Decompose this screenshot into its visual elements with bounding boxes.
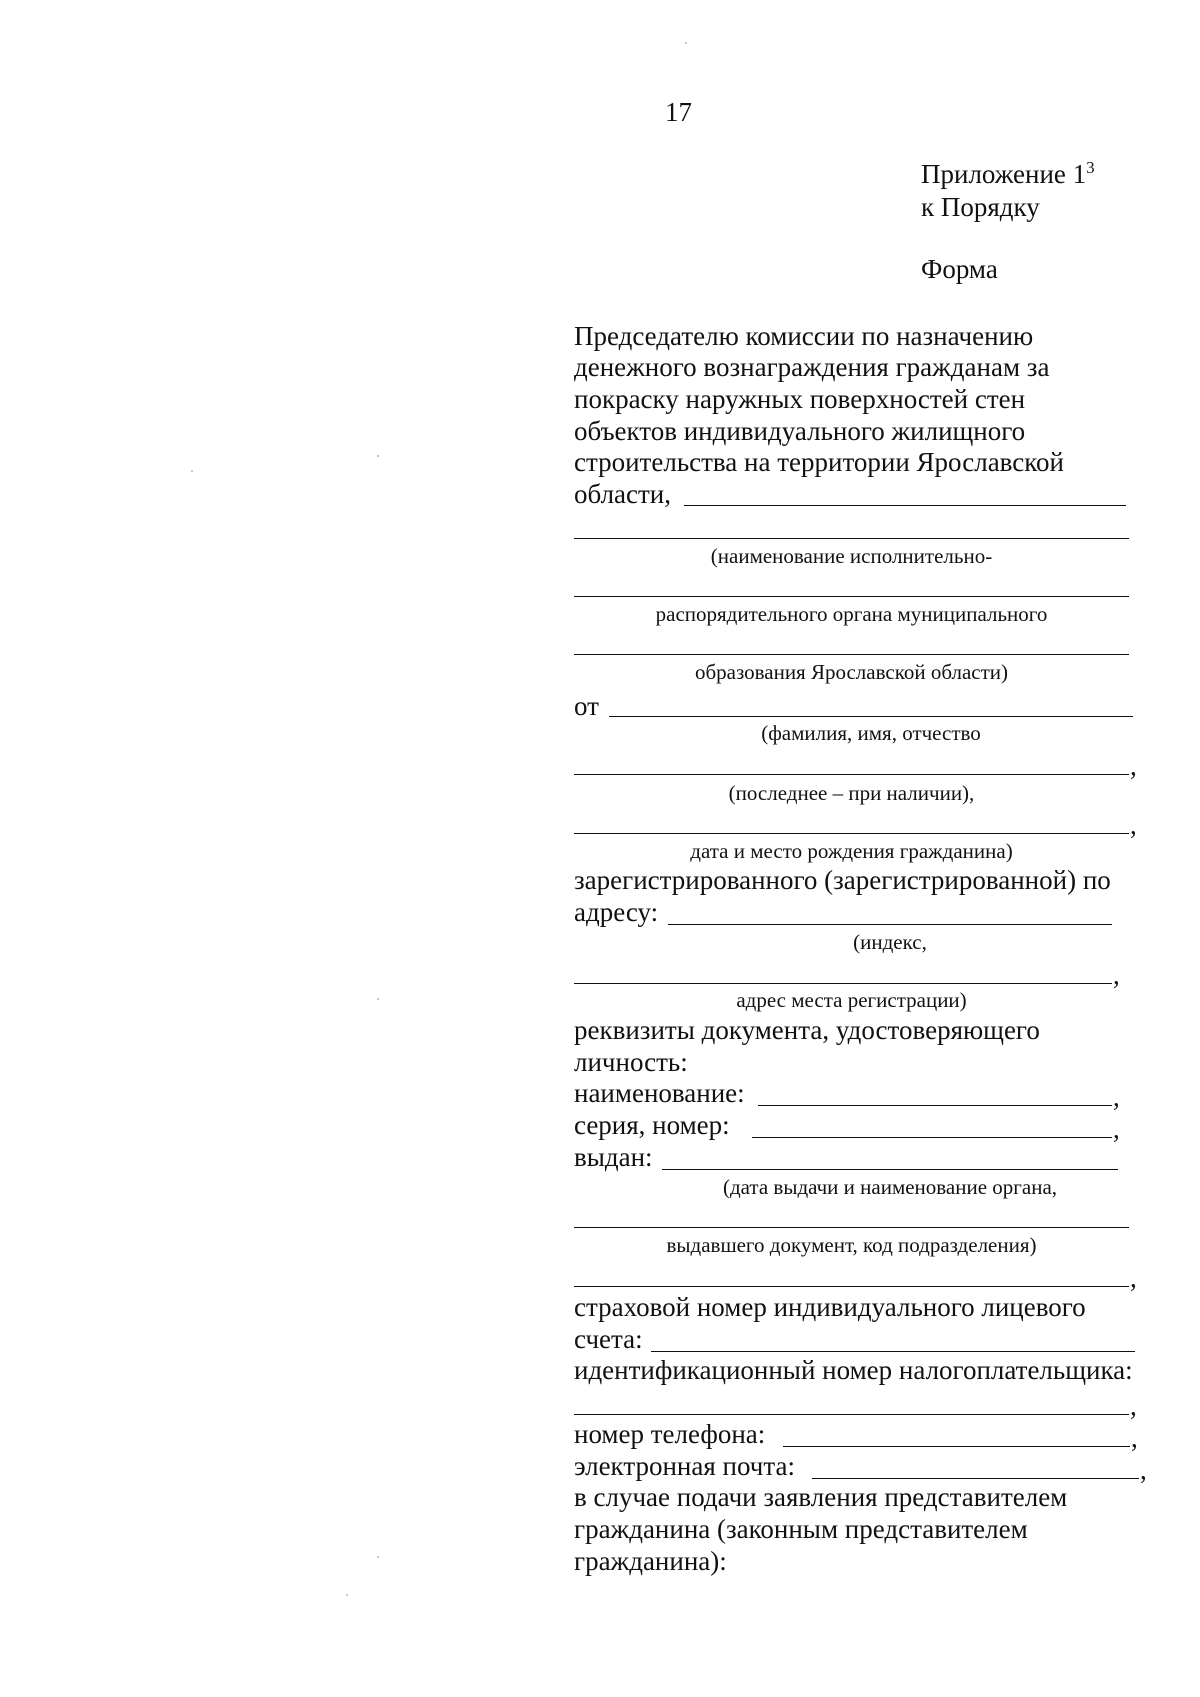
doc-name-field[interactable] (758, 1105, 1112, 1106)
series-label: серия, номер: (574, 1110, 730, 1140)
representative-line-1: в случае подачи заявления представителем (574, 1482, 1068, 1512)
comma: , (1130, 751, 1137, 781)
inn-label: идентификационный номер налогоплательщика: (574, 1355, 1133, 1385)
index-field[interactable] (668, 924, 1112, 925)
id-doc-label-1: реквизиты документа, удостоверяющего (574, 1015, 1040, 1045)
address-field[interactable] (574, 983, 1112, 984)
org-name-field-1[interactable] (684, 505, 1126, 506)
addressee-line-5: строительства на территории Ярославской (574, 447, 1064, 477)
issued-caption-1: (дата выдачи и наименование органа, (722, 1175, 1058, 1199)
issued-caption-2: выдавшего документ, код подразделения) (666, 1233, 1037, 1257)
index-caption: (индекс, (853, 930, 927, 954)
series-field[interactable] (752, 1137, 1112, 1138)
email-label: электронная почта: (574, 1451, 795, 1481)
org-caption-2: распорядительного органа муниципального (655, 602, 1048, 626)
addressee-line-6: области, (574, 479, 672, 509)
phone-field[interactable] (783, 1446, 1130, 1447)
fio-field-1[interactable] (609, 716, 1133, 717)
scan-speck (346, 1594, 348, 1596)
issued-field-2[interactable] (574, 1227, 1129, 1228)
issued-field-1[interactable] (662, 1169, 1118, 1170)
comma: , (1130, 810, 1137, 840)
email-field[interactable] (812, 1478, 1139, 1479)
snils-field[interactable] (651, 1351, 1135, 1352)
org-caption-3: образования Ярославской области) (694, 660, 1009, 684)
appendix-line1: Приложение 1 (921, 159, 1087, 189)
addressee-line-4: объектов индивидуального жилищного (574, 416, 1026, 446)
issued-field-3[interactable] (574, 1286, 1129, 1287)
page-number: 17 (665, 97, 692, 127)
representative-line-3: гражданина): (574, 1546, 727, 1576)
snils-label-2: счета: (574, 1324, 643, 1354)
fio-caption-2: (последнее – при наличии), (728, 781, 975, 805)
scan-speck (377, 1556, 379, 1558)
addressee-line-1: Председателю комиссии по назначению (574, 321, 1034, 351)
address-label: адресу: (574, 897, 659, 927)
scan-speck (685, 42, 687, 44)
addressee-line-3: покраску наружных поверхностей стен (574, 384, 1026, 414)
org-name-field-3[interactable] (574, 596, 1129, 597)
comma: , (1130, 1263, 1137, 1293)
comma: , (1113, 1082, 1120, 1112)
scan-speck (377, 998, 379, 1000)
fio-caption-1: (фамилия, имя, отчество (761, 721, 981, 745)
comma: , (1130, 1391, 1137, 1421)
registered-label: зарегистрированного (зарегистрированной) по (574, 865, 1111, 895)
appendix-title (921, 158, 1095, 190)
birth-field[interactable] (574, 833, 1129, 834)
org-name-field-4[interactable] (574, 654, 1129, 655)
inn-field[interactable] (574, 1414, 1129, 1415)
appendix-subtitle: к Порядку (921, 192, 1040, 222)
scan-speck (191, 470, 193, 472)
org-name-field-2[interactable] (574, 538, 1129, 539)
id-doc-label-2: личность: (574, 1047, 688, 1077)
issued-label: выдан: (574, 1142, 653, 1172)
comma: , (1113, 1114, 1120, 1144)
fio-field-2[interactable] (574, 774, 1129, 775)
comma: , (1140, 1455, 1147, 1485)
comma: , (1131, 1423, 1138, 1453)
doc-name-label: наименование: (574, 1078, 745, 1108)
snils-label-1: страховой номер индивидуального лицевого (574, 1292, 1086, 1322)
form-label: Форма (921, 254, 998, 284)
org-caption-1: (наименование исполнительно- (710, 544, 993, 568)
address-caption: адрес места регистрации) (736, 988, 967, 1012)
appendix-superscript: 3 (1086, 158, 1095, 177)
scan-speck (377, 455, 379, 457)
phone-label: номер телефона: (574, 1419, 766, 1449)
representative-line-2: гражданина (законным представителем (574, 1514, 1028, 1544)
addressee-line-2: денежного вознаграждения гражданам за (574, 352, 1050, 382)
comma: , (1113, 960, 1120, 990)
birth-caption: дата и место рождения гражданина) (690, 839, 1013, 863)
from-label: от (574, 691, 599, 721)
